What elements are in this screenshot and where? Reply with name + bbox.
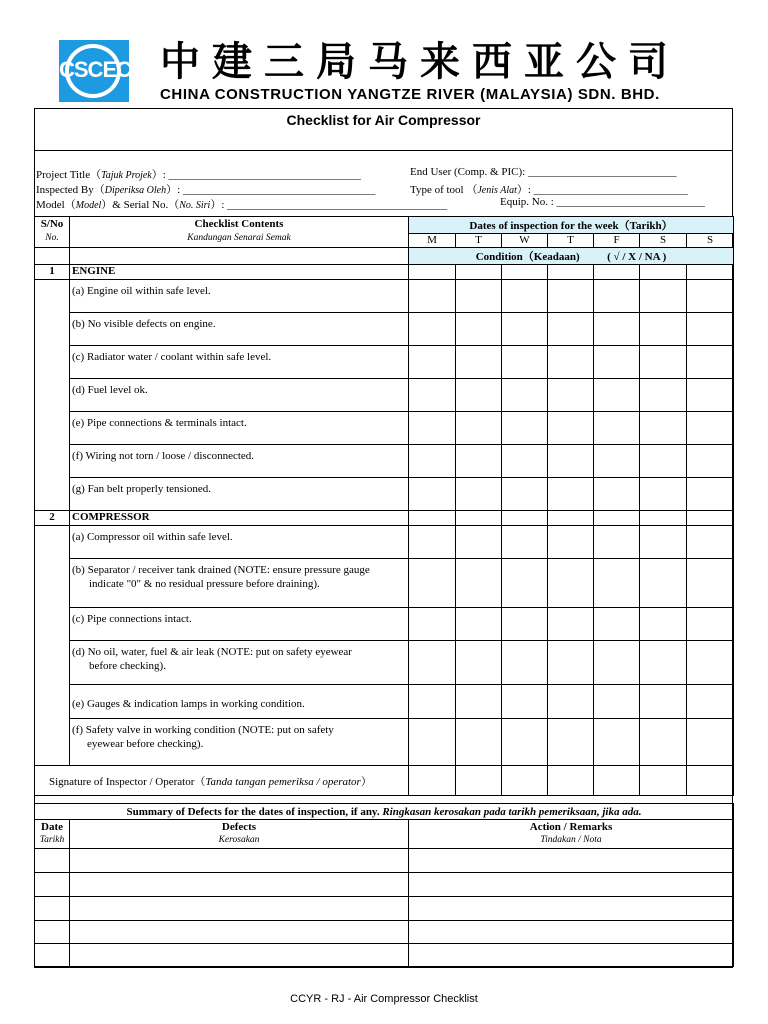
check-cell[interactable] <box>548 608 594 641</box>
check-cell[interactable] <box>640 685 687 719</box>
check-cell[interactable] <box>548 685 594 719</box>
checklist-item-line: (f) Safety valve in working condition (NOTE: put on safety <box>72 724 334 736</box>
check-cell[interactable] <box>640 445 687 478</box>
check-cell[interactable] <box>409 641 456 685</box>
check-cell[interactable] <box>640 608 687 641</box>
checklist-item: (a) Engine oil within safe level. <box>70 280 409 313</box>
check-cell[interactable] <box>594 265 640 280</box>
summary-row <box>35 897 734 921</box>
check-cell[interactable] <box>594 719 640 766</box>
check-cell[interactable] <box>548 478 594 511</box>
condition-row <box>35 248 734 265</box>
day-header: S <box>687 234 734 248</box>
form-title: Checklist for Air Compressor <box>286 112 481 128</box>
check-cell[interactable] <box>687 641 734 685</box>
check-cell[interactable] <box>687 685 734 719</box>
check-cell[interactable] <box>687 478 734 511</box>
check-cell[interactable] <box>687 445 734 478</box>
check-cell[interactable] <box>594 685 640 719</box>
contents-label: Checklist Contents <box>194 218 284 230</box>
check-cell[interactable] <box>502 313 548 346</box>
check-cell[interactable] <box>456 559 502 608</box>
check-cell[interactable] <box>456 608 502 641</box>
check-cell[interactable] <box>640 265 687 280</box>
checklist-item <box>70 719 409 766</box>
check-cell[interactable] <box>456 641 502 685</box>
check-cell[interactable] <box>640 478 687 511</box>
check-cell[interactable] <box>687 719 734 766</box>
action-label-ms: Tindakan / Nota <box>540 835 602 845</box>
signature-cell[interactable] <box>548 766 594 796</box>
check-cell[interactable] <box>640 313 687 346</box>
sno-blank <box>35 526 70 766</box>
checklist-row <box>35 526 734 559</box>
defects-cell[interactable] <box>70 897 409 921</box>
checklist-item: (f) Wiring not torn / loose / disconnected. <box>70 445 409 478</box>
action-cell[interactable] <box>409 873 734 897</box>
signature-cell[interactable] <box>456 766 502 796</box>
blank-cell <box>35 248 70 265</box>
check-cell[interactable] <box>456 719 502 766</box>
check-cell[interactable] <box>409 719 456 766</box>
check-cell[interactable] <box>594 346 640 379</box>
check-cell[interactable] <box>594 641 640 685</box>
check-cell[interactable] <box>687 379 734 412</box>
date-label-ms: Tarikh <box>39 835 65 845</box>
check-cell[interactable] <box>409 379 456 412</box>
sno-label: S/No <box>40 218 64 230</box>
check-cell[interactable] <box>640 412 687 445</box>
signature-cell[interactable] <box>409 766 456 796</box>
action-header <box>409 820 734 849</box>
action-cell[interactable] <box>409 849 734 873</box>
check-cell[interactable] <box>456 265 502 280</box>
checklist-row <box>35 719 734 766</box>
summary-title: Summary of Defects for the dates of inspection, if any. Ringkasan kerosakan pada tarikh pemeriksaan, jika ada. <box>35 804 734 820</box>
date-cell[interactable] <box>35 873 70 897</box>
check-cell[interactable] <box>456 412 502 445</box>
check-cell[interactable] <box>687 511 734 526</box>
project-title-field[interactable]: Project Title（Tajuk Projek）: ___________________________________ <box>36 169 362 181</box>
check-cell[interactable] <box>409 559 456 608</box>
summary-row <box>35 921 734 944</box>
check-cell[interactable] <box>409 526 456 559</box>
check-cell[interactable] <box>548 559 594 608</box>
checklist-row <box>35 445 734 478</box>
day-header: T <box>548 234 594 248</box>
checklist-row <box>35 608 734 641</box>
check-cell[interactable] <box>687 313 734 346</box>
section-header-row <box>35 511 734 526</box>
contents-label-ms: Kandungan Senarai Semak <box>187 233 291 243</box>
day-header: F <box>594 234 640 248</box>
check-cell[interactable] <box>502 719 548 766</box>
summary-row <box>35 849 734 873</box>
checklist-item-line: eyewear before checking). <box>87 738 204 750</box>
company-logo <box>59 40 132 102</box>
check-cell[interactable] <box>409 412 456 445</box>
check-cell[interactable] <box>594 445 640 478</box>
check-cell[interactable] <box>548 379 594 412</box>
check-cell[interactable] <box>548 511 594 526</box>
checklist-item-line: (d) No oil, water, fuel & air leak (NOTE: put on safety eyewear <box>72 646 352 658</box>
check-cell[interactable] <box>594 478 640 511</box>
check-cell[interactable] <box>548 641 594 685</box>
check-cell[interactable] <box>640 559 687 608</box>
check-cell[interactable] <box>640 526 687 559</box>
checklist-row <box>35 379 734 412</box>
logo-text: CSCEC <box>59 57 132 82</box>
dates-header: Dates of inspection for the week（Tarikh） <box>409 217 734 234</box>
check-cell[interactable] <box>409 445 456 478</box>
checklist-item: (d) Fuel level ok. <box>70 379 409 412</box>
sno-label-ms: No. <box>45 233 59 243</box>
checklist-item: (e) Gauges & indication lamps in working condition. <box>70 685 409 719</box>
check-cell[interactable] <box>687 346 734 379</box>
summary-row <box>35 873 734 897</box>
section-number: 2 <box>35 511 70 526</box>
date-cell[interactable] <box>35 944 70 967</box>
checklist-row <box>35 685 734 719</box>
check-cell[interactable] <box>687 608 734 641</box>
checklist-item: (c) Radiator water / coolant within safe level. <box>70 346 409 379</box>
company-name-english: CHINA CONSTRUCTION YANGTZE RIVER (MALAYSIA) SDN. BHD. <box>160 86 660 103</box>
action-cell[interactable] <box>409 944 734 967</box>
end-user-field[interactable]: End User (Comp. & PIC): ___________________________ <box>410 166 677 178</box>
check-cell[interactable] <box>409 478 456 511</box>
check-cell[interactable] <box>409 346 456 379</box>
signature-cell[interactable] <box>502 766 548 796</box>
date-header <box>35 820 70 849</box>
summary-row <box>35 944 734 967</box>
checklist-item <box>70 559 409 608</box>
check-cell[interactable] <box>456 313 502 346</box>
date-cell[interactable] <box>35 897 70 921</box>
checklist-item: (c) Pipe connections intact. <box>70 608 409 641</box>
checklist-row <box>35 559 734 608</box>
check-cell[interactable] <box>456 685 502 719</box>
section-number: 1 <box>35 265 70 280</box>
company-name-chinese: 中建三局马来西亚公司 <box>160 39 680 85</box>
checklist-item: (g) Fan belt properly tensioned. <box>70 478 409 511</box>
check-cell[interactable] <box>409 280 456 313</box>
check-cell[interactable] <box>456 511 502 526</box>
check-cell[interactable] <box>548 346 594 379</box>
checklist-row <box>35 280 734 313</box>
check-cell[interactable] <box>548 265 594 280</box>
check-cell[interactable] <box>456 346 502 379</box>
summary-title-row <box>35 804 734 820</box>
check-cell[interactable] <box>548 719 594 766</box>
check-cell[interactable] <box>640 379 687 412</box>
check-cell[interactable] <box>409 685 456 719</box>
checklist-item: (a) Compressor oil within safe level. <box>70 526 409 559</box>
check-cell[interactable] <box>502 445 548 478</box>
section-title: COMPRESSOR <box>70 511 409 526</box>
check-cell[interactable] <box>502 559 548 608</box>
check-cell[interactable] <box>548 280 594 313</box>
check-cell[interactable] <box>548 412 594 445</box>
signature-cell[interactable] <box>640 766 687 796</box>
check-cell[interactable] <box>502 526 548 559</box>
table-header-row-1 <box>35 217 734 234</box>
check-cell[interactable] <box>640 641 687 685</box>
check-cell[interactable] <box>594 559 640 608</box>
defects-summary-table <box>34 803 734 967</box>
action-cell[interactable] <box>409 897 734 921</box>
check-cell[interactable] <box>640 346 687 379</box>
check-cell[interactable] <box>409 265 456 280</box>
checklist-row <box>35 412 734 445</box>
defects-label-ms: Kerosakan <box>218 835 260 845</box>
section-title: ENGINE <box>70 265 409 280</box>
check-cell[interactable] <box>502 379 548 412</box>
check-cell[interactable] <box>456 478 502 511</box>
check-cell[interactable] <box>456 445 502 478</box>
check-cell[interactable] <box>456 379 502 412</box>
model-serial-field[interactable]: Model（Model）& Serial No.（No. Siri）: ________________________________________ <box>36 199 448 211</box>
check-cell[interactable] <box>456 280 502 313</box>
page-footer: CCYR - RJ - Air Compressor Checklist <box>290 993 478 1005</box>
check-cell[interactable] <box>640 280 687 313</box>
checklist-row <box>35 641 734 685</box>
checklist-row <box>35 346 734 379</box>
equip-no-field[interactable]: Equip. No. : ___________________________ <box>500 196 706 208</box>
day-header: M <box>409 234 456 248</box>
checklist-table <box>34 216 734 796</box>
defects-cell[interactable] <box>70 849 409 873</box>
day-header: W <box>502 234 548 248</box>
defects-label: Defects <box>221 821 257 833</box>
checklist-item-line: (b) Separator / receiver tank drained (NOTE: ensure pressure gauge <box>72 564 370 576</box>
checklist-item-line: before checking). <box>89 660 166 672</box>
check-cell[interactable] <box>687 412 734 445</box>
summary-header-row <box>35 820 734 849</box>
check-cell[interactable] <box>687 280 734 313</box>
title-divider <box>34 150 733 151</box>
contents-header <box>70 217 409 248</box>
check-cell[interactable] <box>548 445 594 478</box>
check-cell[interactable] <box>502 346 548 379</box>
check-cell[interactable] <box>548 526 594 559</box>
check-cell[interactable] <box>594 511 640 526</box>
checklist-item: (e) Pipe connections & terminals intact. <box>70 412 409 445</box>
day-header: T <box>456 234 502 248</box>
defects-cell[interactable] <box>70 921 409 944</box>
defects-cell[interactable] <box>70 944 409 967</box>
section-header-row <box>35 265 734 280</box>
signature-row <box>35 766 734 796</box>
check-cell[interactable] <box>502 641 548 685</box>
checklist-item-line: indicate "0" & no residual pressure before draining). <box>89 578 320 590</box>
check-cell[interactable] <box>502 280 548 313</box>
action-cell[interactable] <box>409 921 734 944</box>
check-cell[interactable] <box>409 313 456 346</box>
date-cell[interactable] <box>35 849 70 873</box>
check-cell[interactable] <box>456 526 502 559</box>
check-cell[interactable] <box>409 608 456 641</box>
check-cell[interactable] <box>502 685 548 719</box>
checklist-item: (b) No visible defects on engine. <box>70 313 409 346</box>
type-of-tool-field[interactable]: Type of tool （Jenis Alat）: ____________________________ <box>410 184 688 196</box>
date-cell[interactable] <box>35 921 70 944</box>
inspected-by-field[interactable]: Inspected By（Diperiksa Oleh）: ___________________________________ <box>36 184 376 196</box>
check-cell[interactable] <box>409 511 456 526</box>
check-cell[interactable] <box>594 608 640 641</box>
check-cell[interactable] <box>548 313 594 346</box>
check-cell[interactable] <box>687 265 734 280</box>
checklist-item <box>70 641 409 685</box>
check-cell[interactable] <box>687 559 734 608</box>
signature-cell[interactable] <box>594 766 640 796</box>
check-cell[interactable] <box>502 511 548 526</box>
check-cell[interactable] <box>687 526 734 559</box>
check-cell[interactable] <box>594 280 640 313</box>
check-cell[interactable] <box>502 265 548 280</box>
check-cell[interactable] <box>640 719 687 766</box>
checklist-row <box>35 313 734 346</box>
signature-label-cell: Signature of Inspector / Operator（Tanda tangan pemeriksa / operator） <box>35 766 409 796</box>
day-header: S <box>640 234 687 248</box>
checklist-row <box>35 478 734 511</box>
date-label: Date <box>41 821 63 833</box>
check-cell[interactable] <box>502 478 548 511</box>
check-cell[interactable] <box>502 412 548 445</box>
blank-cell <box>70 248 409 265</box>
sno-header <box>35 217 70 248</box>
condition-header: Condition（Keadaan) ( √ / X / NA ) <box>409 248 734 265</box>
check-cell[interactable] <box>640 511 687 526</box>
sno-blank <box>35 280 70 511</box>
signature-cell[interactable] <box>687 766 734 796</box>
defects-cell[interactable] <box>70 873 409 897</box>
check-cell[interactable] <box>502 608 548 641</box>
check-cell[interactable] <box>594 379 640 412</box>
check-cell[interactable] <box>594 412 640 445</box>
check-cell[interactable] <box>594 526 640 559</box>
defects-header <box>70 820 409 849</box>
check-cell[interactable] <box>594 313 640 346</box>
action-label: Action / Remarks <box>529 821 613 833</box>
